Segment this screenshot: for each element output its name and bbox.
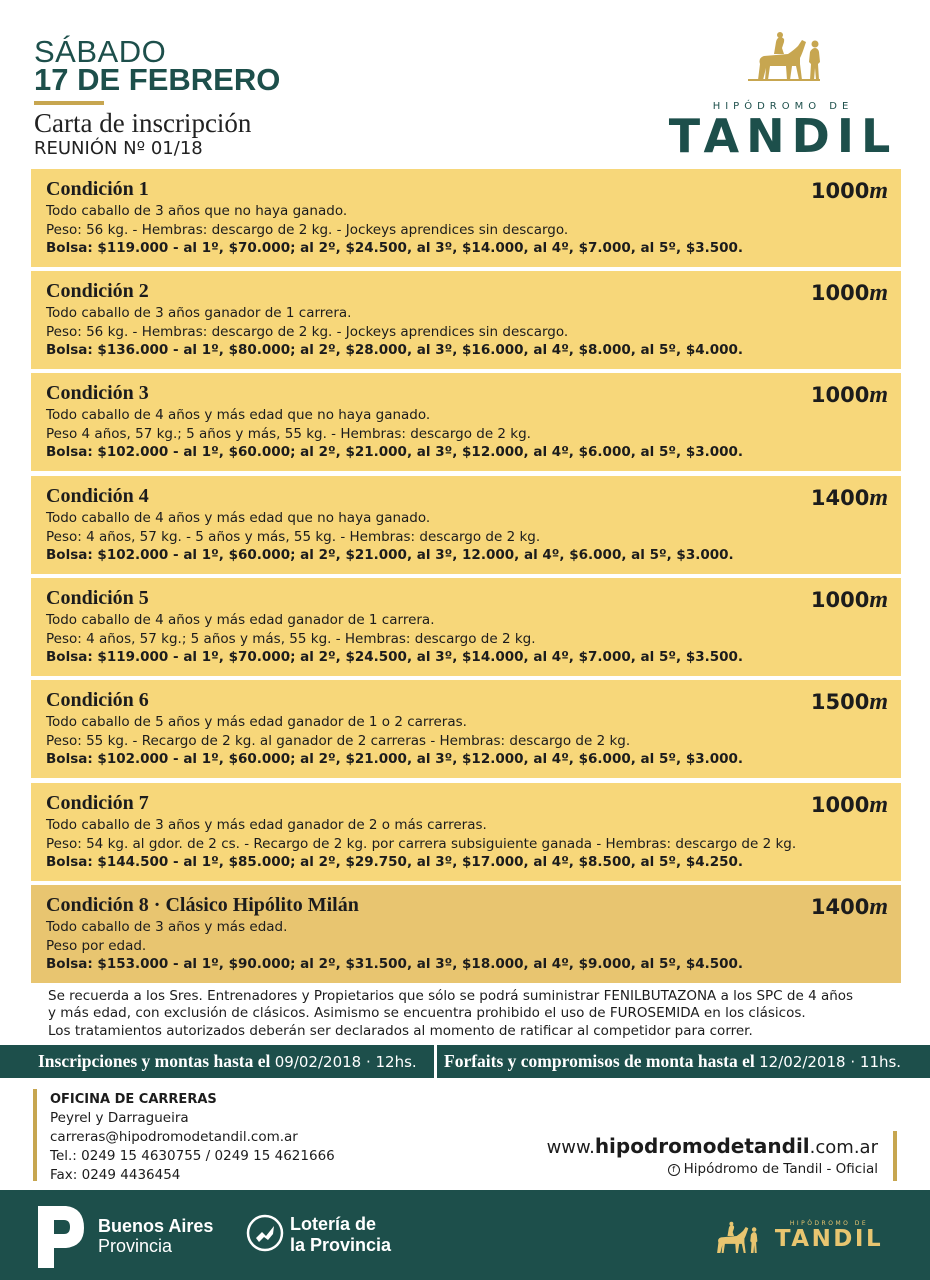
office-address: Peyrel y Darragueira xyxy=(50,1110,189,1126)
condition-eligibility: Todo caballo de 4 años y más edad que no haya ganado. xyxy=(46,407,431,423)
condition-eligibility: Todo caballo de 4 años y más edad que no haya ganado. xyxy=(46,510,431,526)
condition-distance: 1000m xyxy=(810,280,888,306)
condition-distance: 1500m xyxy=(810,689,888,715)
notice-line: y más edad, con exclusión de clásicos. Asimismo se encuentra prohibido el uso de FUROSEMIDA en los clásicos. xyxy=(48,1005,806,1021)
condition-purse: Bolsa: $119.000 - al 1º, $70.000; al 2º, $24.500, al 3º, $14.000, al 4º, $7.000, al 5º, $3.500. xyxy=(46,649,744,665)
condition-purse: Bolsa: $102.000 - al 1º, $60.000; al 2º, $21.000, al 3º, $12.000, al 4º, $6.000, al 5º, $3.000. xyxy=(46,751,744,767)
condition-weight: Peso: 4 años, 57 kg. - 5 años y más, 55 kg. - Hembras: descargo de 2 kg. xyxy=(46,529,541,545)
condition-distance: 1400m xyxy=(810,485,888,511)
condition-title: Condición 1 xyxy=(46,178,149,200)
footer-logo-caption: HIPÓDROMO DE xyxy=(789,1220,869,1227)
condition-purse: Bolsa: $144.500 - al 1º, $85.000; al 2º, $29.750, al 3º, $17.000, al 4º, $8.500, al 5º, $4.250. xyxy=(46,854,744,870)
loteria-icon xyxy=(246,1214,284,1252)
condition-eligibility: Todo caballo de 4 años y más edad ganador de 1 carrera. xyxy=(46,612,435,628)
notice-line: Se recuerda a los Sres. Entrenadores y Propietarios que sólo se podrá suministrar FENILBUTAZONA a los SPC de 4 años xyxy=(48,988,854,1004)
condition-eligibility: Todo caballo de 5 años y más edad ganador de 1 o 2 carreras. xyxy=(46,714,467,730)
condition-title: Condición 5 xyxy=(46,587,149,609)
condition-card xyxy=(31,680,901,778)
loteria-label: Lotería de la Provincia xyxy=(290,1214,392,1255)
deadlines-band xyxy=(0,1045,930,1078)
condition-title: Condición 2 xyxy=(46,280,149,302)
condition-purse: Bolsa: $102.000 - al 1º, $60.000; al 2º, $21.000, al 3º, 12.000, al 4º, $6.000, al 5º, $3.000. xyxy=(46,547,734,563)
social-link[interactable]: f Hipódromo de Tandil - Oficial xyxy=(668,1161,878,1177)
facebook-icon: f xyxy=(668,1164,680,1176)
condition-weight: Peso: 56 kg. - Hembras: descargo de 2 kg. - Jockeys aprendices sin descargo. xyxy=(46,222,569,238)
condition-card xyxy=(31,476,901,574)
condition-purse: Bolsa: $153.000 - al 1º, $90.000; al 2º, $31.500, al 3º, $18.000, al 4º, $9.000, al 5º, $4.500. xyxy=(46,956,744,972)
condition-eligibility: Todo caballo de 3 años y más edad. xyxy=(46,919,288,935)
page-title: Carta de inscripción xyxy=(34,108,252,138)
logo-wordmark: TANDIL xyxy=(668,109,898,163)
condition-card xyxy=(31,578,901,676)
office-accent-bar xyxy=(33,1089,37,1181)
page-date: 17 DE FEBRERO xyxy=(34,62,281,97)
condition-purse: Bolsa: $102.000 - al 1º, $60.000; al 2º, $21.000, al 3º, $12.000, al 4º, $6.000, al 5º, $3.000. xyxy=(46,444,744,460)
condition-card xyxy=(31,169,901,267)
condition-weight: Peso: 55 kg. - Recargo de 2 kg. al ganador de 2 carreras - Hembras: descargo de 2 kg. xyxy=(46,733,631,749)
condition-purse: Bolsa: $119.000 - al 1º, $70.000; al 2º, $24.500, al 3º, $14.000, al 4º, $7.000, al 5º, $3.500. xyxy=(46,240,744,256)
office-title: OFICINA DE CARRERAS xyxy=(50,1092,217,1107)
condition-title: Condición 6 xyxy=(46,689,149,711)
condition-weight: Peso 4 años, 57 kg.; 5 años y más, 55 kg. - Hembras: descargo de 2 kg. xyxy=(46,426,531,442)
band-divider xyxy=(434,1045,437,1078)
condition-purse: Bolsa: $136.000 - al 1º, $80.000; al 2º, $28.000, al 3º, $16.000, al 4º, $8.000, al 5º, $4.000. xyxy=(46,342,744,358)
buenos-aires-label: Buenos Aires Provincia xyxy=(98,1216,214,1256)
condition-title: Condición 3 xyxy=(46,382,149,404)
notice-line: Los tratamientos autorizados deberán ser declarados al momento de ratificar al competidor para correr. xyxy=(48,1023,753,1039)
condition-distance: 1000m xyxy=(810,178,888,204)
forfeit-deadline: Forfaits y compromisos de monta hasta el 12/02/2018 · 11hs. xyxy=(444,1047,901,1076)
condition-card xyxy=(31,271,901,369)
footer xyxy=(0,1190,930,1280)
condition-title: Condición 7 xyxy=(46,792,149,814)
condition-title: Condición 4 xyxy=(46,485,149,507)
horse-and-rider-icon xyxy=(744,32,824,82)
condition-weight: Peso: 4 años, 57 kg.; 5 años y más, 55 kg. - Hembras: descargo de 2 kg. xyxy=(46,631,536,647)
footer-logo-wordmark: TANDIL xyxy=(774,1226,884,1252)
condition-eligibility: Todo caballo de 3 años y más edad ganador de 2 o más carreras. xyxy=(46,817,487,833)
condition-eligibility: Todo caballo de 3 años ganador de 1 carrera. xyxy=(46,305,352,321)
buenos-aires-province-icon xyxy=(36,1204,86,1270)
condition-title: Condición 8 · Clásico Hipólito Milán xyxy=(46,894,359,916)
condition-weight: Peso por edad. xyxy=(46,938,147,954)
logo-caption: HIPÓDROMO DE xyxy=(712,101,854,112)
page-day: SÁBADO xyxy=(34,34,167,69)
horse-and-rider-icon xyxy=(708,1220,760,1256)
condition-distance: 1400m xyxy=(810,894,888,920)
condition-card xyxy=(31,783,901,881)
logo-underline xyxy=(748,79,820,81)
office-phone: Tel.: 0249 15 4630755 / 0249 15 4621666 xyxy=(50,1148,335,1164)
condition-weight: Peso: 54 kg. al gdor. de 2 cs. - Recargo de 2 kg. por carrera subsiguiente ganada - Hembras: descargo de 2 kg. xyxy=(46,836,797,852)
condition-distance: 1000m xyxy=(810,382,888,408)
condition-card-featured xyxy=(31,885,901,983)
web-accent-bar xyxy=(893,1131,897,1181)
header-divider xyxy=(34,101,104,105)
office-fax: Fax: 0249 4436454 xyxy=(50,1167,181,1183)
office-email[interactable]: carreras@hipodromodetandil.com.ar xyxy=(50,1129,298,1145)
registration-deadline: Inscripciones y montas hasta el 09/02/2018 · 12hs. xyxy=(38,1047,417,1076)
meeting-number: REUNIÓN Nº 01/18 xyxy=(34,138,203,159)
condition-distance: 1000m xyxy=(810,792,888,818)
condition-eligibility: Todo caballo de 3 años que no haya ganado. xyxy=(46,203,348,219)
website-link[interactable]: www.hipodromodetandil.com.ar xyxy=(546,1134,878,1158)
condition-distance: 1000m xyxy=(810,587,888,613)
condition-weight: Peso: 56 kg. - Hembras: descargo de 2 kg. - Jockeys aprendices sin descargo. xyxy=(46,324,569,340)
condition-card xyxy=(31,373,901,471)
